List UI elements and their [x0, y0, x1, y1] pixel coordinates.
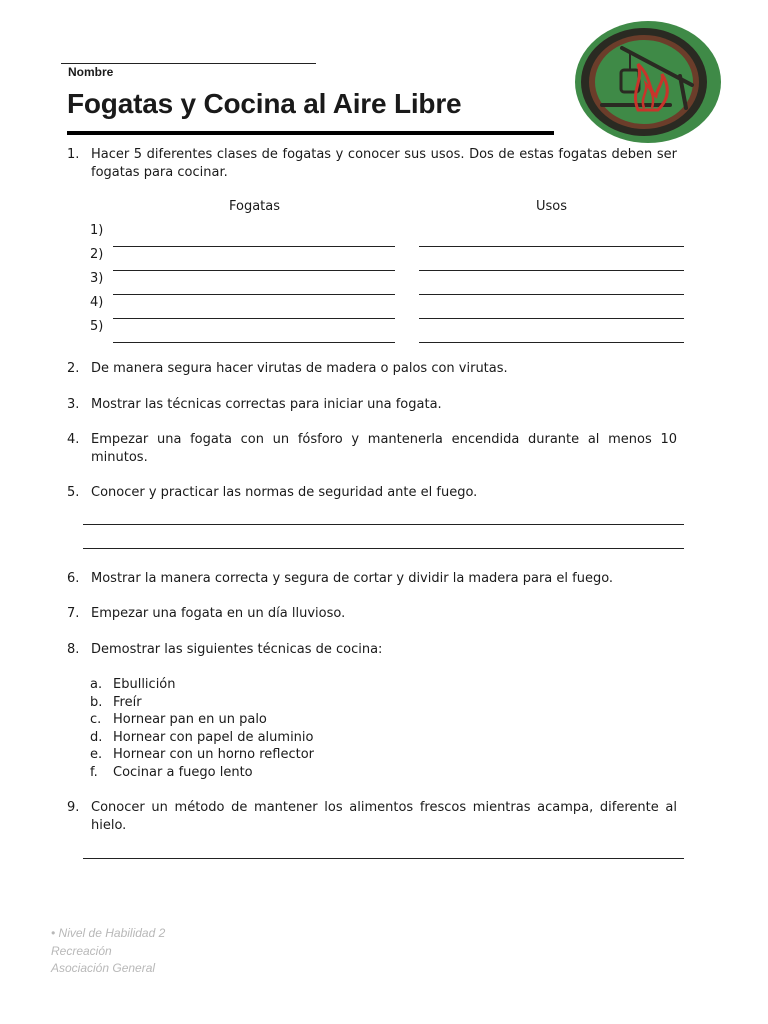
technique-letter: e. — [90, 747, 103, 762]
technique-text: Hornear con un horno reflector — [113, 747, 315, 762]
row-number: 2) — [90, 247, 104, 262]
technique-text: Cocinar a fuego lento — [113, 764, 253, 780]
requirement-6 — [67, 570, 677, 588]
fogata-answer-line[interactable] — [113, 246, 395, 247]
footer-organization: Asociación General — [51, 961, 156, 975]
requirement-4 — [67, 431, 677, 466]
row-number: 3) — [90, 271, 104, 286]
answer-line[interactable] — [83, 524, 684, 525]
campfire-cooking-badge-icon — [574, 20, 722, 145]
uso-answer-line[interactable] — [419, 294, 684, 295]
technique-text: Hornear con papel de aluminio — [113, 729, 314, 745]
technique-text: Freír — [113, 694, 142, 710]
item-number: 2. — [67, 361, 80, 376]
footer — [51, 925, 165, 978]
requirement-9 — [67, 799, 677, 834]
technique-item — [90, 676, 176, 694]
technique-item — [90, 729, 314, 747]
item-number: 9. — [67, 800, 80, 815]
technique-item — [90, 764, 253, 782]
footer-level: • Nivel de Habilidad 2 — [51, 926, 166, 940]
uso-answer-line[interactable] — [419, 270, 684, 271]
row-number: 5) — [90, 319, 104, 334]
row-number: 1) — [90, 223, 104, 238]
item-number: 5. — [67, 485, 80, 500]
technique-item — [90, 746, 314, 764]
requirement-7 — [67, 605, 677, 623]
item-number: 4. — [67, 432, 80, 447]
technique-letter: c. — [90, 712, 102, 727]
item-text: Mostrar la manera correcta y segura de cortar y dividir la madera para el fuego. — [91, 571, 614, 586]
technique-item — [90, 711, 267, 729]
item-text: Conocer un método de mantener los alimentos frescos mientras acampa, diferente al hielo. — [91, 800, 677, 833]
item-number: 6. — [67, 571, 80, 586]
title-rule — [67, 131, 554, 135]
answer-line[interactable] — [83, 858, 684, 859]
item-text: De manera segura hacer virutas de madera o palos con virutas. — [91, 361, 508, 376]
item-text: Mostrar las técnicas correctas para iniciar una fogata. — [91, 397, 442, 412]
item-number: 8. — [67, 642, 80, 657]
technique-item — [90, 694, 142, 712]
col-header-usos: Usos — [536, 199, 568, 214]
technique-letter: f. — [90, 764, 98, 780]
uso-answer-line[interactable] — [419, 342, 684, 343]
requirement-5 — [67, 484, 677, 502]
uso-answer-line[interactable] — [419, 246, 684, 247]
requirement-2 — [67, 360, 677, 378]
item-text: Demostrar las siguientes técnicas de cocina: — [91, 642, 383, 657]
item-text: Hacer 5 diferentes clases de fogatas y conocer sus usos. Dos de estas fogatas deben ser fogatas para cocinar. — [91, 147, 677, 180]
item-text: Conocer y practicar las normas de seguridad ante el fuego. — [91, 485, 478, 500]
fogata-answer-line[interactable] — [113, 318, 395, 319]
answer-line[interactable] — [83, 548, 684, 549]
technique-letter: a. — [90, 677, 103, 692]
technique-letter: b. — [90, 694, 103, 710]
name-underline[interactable] — [61, 63, 316, 64]
technique-text: Hornear pan en un palo — [113, 712, 267, 727]
fogata-answer-line[interactable] — [113, 342, 395, 343]
page-title: Fogatas y Cocina al Aire Libre — [67, 88, 462, 119]
technique-text: Ebullición — [113, 677, 176, 692]
row-number: 4) — [90, 295, 104, 310]
fogata-answer-line[interactable] — [113, 270, 395, 271]
uso-answer-line[interactable] — [419, 318, 684, 319]
name-label: Nombre — [68, 65, 114, 79]
requirement-3 — [67, 396, 677, 414]
col-header-fogatas: Fogatas — [229, 199, 281, 214]
item-number: 1. — [67, 147, 80, 162]
footer-category: Recreación — [51, 943, 112, 958]
item-number: 7. — [67, 606, 80, 621]
item-number: 3. — [67, 397, 80, 412]
item-text: Empezar una fogata en un día lluvioso. — [91, 606, 346, 621]
fogata-answer-line[interactable] — [113, 294, 395, 295]
requirement-8 — [67, 641, 677, 659]
requirement-1 — [67, 146, 677, 181]
technique-letter: d. — [90, 729, 103, 745]
item-text: Empezar una fogata con un fósforo y mantenerla encendida durante al menos 10 minutos. — [91, 432, 677, 465]
